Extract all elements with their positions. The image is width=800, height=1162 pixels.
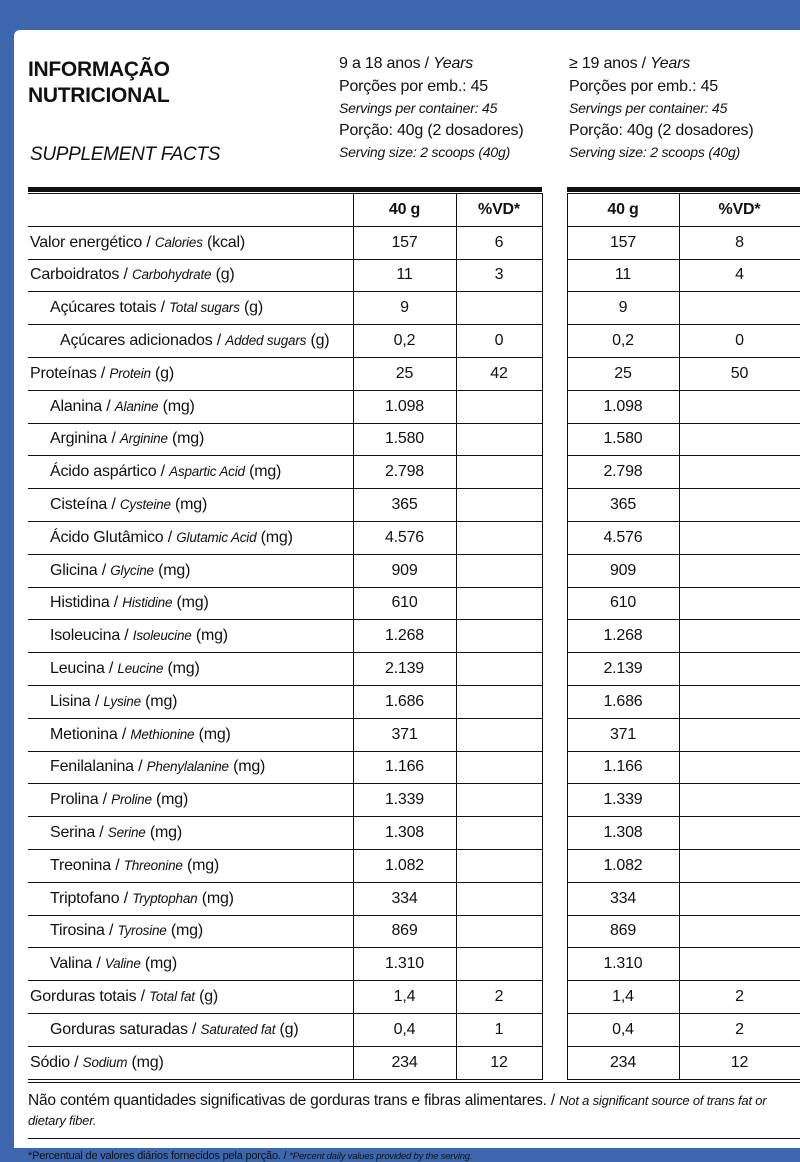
amount-cell-group-2: 1.339 xyxy=(567,784,679,817)
nutrient-label xyxy=(28,456,353,489)
title-line-2: NUTRICIONAL xyxy=(28,84,170,107)
nutrient-name-pt: Açúcares adicionados / xyxy=(60,332,226,350)
nutrient-name-en: Alanine xyxy=(114,398,159,414)
column-gap xyxy=(542,620,567,653)
nutrient-name-en: Serine xyxy=(107,825,146,841)
nutrient-name-pt: Alanina / xyxy=(50,397,115,415)
nutrient-name-en: Added sugars xyxy=(225,333,307,349)
nutrient-unit: (kcal) xyxy=(202,233,245,251)
nutrient-label xyxy=(28,948,353,981)
dv-cell-group-2 xyxy=(679,817,800,850)
column-gap xyxy=(542,292,567,325)
dv-cell-group-2 xyxy=(679,456,800,489)
nutrient-name-pt: Prolina / xyxy=(50,791,112,809)
table-row xyxy=(28,292,800,325)
nutrient-name-pt: Metionina / xyxy=(50,725,131,743)
footer-note: Não contém quantidades significativas de gorduras trans e fibras alimentares. / Not a significant source of trans fat or dietary fiber. xyxy=(28,1092,767,1128)
amount-cell-group-2: 1.686 xyxy=(567,685,679,718)
dv-cell-group-1 xyxy=(456,849,542,882)
amount-cell-group-1: 0,4 xyxy=(353,1013,456,1046)
table-row xyxy=(28,718,800,751)
nutrient-unit: (g) xyxy=(275,1020,299,1038)
nutrient-unit: (mg) xyxy=(163,660,200,678)
column-gap xyxy=(542,653,567,686)
nutrient-label xyxy=(28,521,353,554)
nutrient-unit: (mg) xyxy=(191,627,228,645)
thick-rule-left xyxy=(28,187,542,192)
nutrient-unit: (g) xyxy=(239,299,263,317)
panel-subtitle: SUPPLEMENT FACTS xyxy=(30,144,221,165)
amount-cell-group-2: 365 xyxy=(567,489,679,522)
dv-cell-group-1: 6 xyxy=(456,226,542,259)
nutrient-label xyxy=(28,259,353,292)
nutrient-unit: (mg) xyxy=(140,955,177,973)
table-row xyxy=(28,226,800,259)
amount-cell-group-1: 909 xyxy=(353,554,456,587)
amount-cell-group-1: 1.098 xyxy=(353,390,456,423)
nutrient-label xyxy=(28,292,353,325)
nutrient-unit: (mg) xyxy=(197,889,234,907)
nutrient-label xyxy=(28,1046,353,1079)
column-gap xyxy=(542,685,567,718)
column-gap xyxy=(542,1046,567,1079)
column-gap xyxy=(542,718,567,751)
dv-cell-group-1: 3 xyxy=(456,259,542,292)
nutrient-name-pt: Glicina / xyxy=(50,561,111,579)
amount-cell-group-1: 869 xyxy=(353,915,456,948)
nutrient-name-en: Total fat xyxy=(149,989,195,1005)
nutrient-name-en: Arginine xyxy=(119,431,168,447)
amount-cell-group-2: 11 xyxy=(567,259,679,292)
servings-per-container: Porções por emb.: 45 xyxy=(569,78,718,95)
dv-cell-group-2 xyxy=(679,685,800,718)
nutrient-unit: (g) xyxy=(211,266,235,284)
age-range: 9 a 18 anos / Years xyxy=(339,55,474,72)
nutrient-label xyxy=(28,784,353,817)
table-row xyxy=(28,817,800,850)
amount-cell-group-1: 2.798 xyxy=(353,456,456,489)
dv-cell-group-2: 12 xyxy=(679,1046,800,1079)
nutrient-name-pt: Isoleucina / xyxy=(50,627,133,645)
nutrient-name-pt: Gorduras totais / xyxy=(30,988,150,1006)
amount-cell-group-2: 0,4 xyxy=(567,1013,679,1046)
dv-cell-group-1 xyxy=(456,817,542,850)
footer-divider xyxy=(28,1138,800,1139)
column-gap xyxy=(542,915,567,948)
column-gap xyxy=(542,357,567,390)
dv-cell-group-2: 2 xyxy=(679,1013,800,1046)
nutrient-name-en: Tryptophan xyxy=(132,890,198,906)
nutrient-unit: (mg) xyxy=(151,791,189,809)
dv-cell-group-2: 50 xyxy=(679,357,800,390)
column-gap xyxy=(542,456,567,489)
amount-cell-group-2: 334 xyxy=(567,882,679,915)
nutrient-label xyxy=(28,357,353,390)
nutrient-unit: (mg) xyxy=(194,725,231,743)
table-row xyxy=(28,390,800,423)
nutrient-unit: (mg) xyxy=(167,430,205,448)
dv-cell-group-2: 4 xyxy=(679,259,800,292)
dv-cell-group-1 xyxy=(456,653,542,686)
dv-cell-group-2 xyxy=(679,423,800,456)
nutrient-label xyxy=(28,1013,353,1046)
dv-cell-group-1 xyxy=(456,423,542,456)
age-range: ≥ 19 anos / Years xyxy=(569,55,691,72)
nutrient-name-en: Tyrosine xyxy=(117,923,167,939)
amount-cell-group-1: 371 xyxy=(353,718,456,751)
nutrient-unit: (mg) xyxy=(172,594,209,612)
nutrient-name-pt: Tirosina / xyxy=(50,922,118,940)
amount-cell-group-2: 1.268 xyxy=(567,620,679,653)
footer-divider-top xyxy=(28,1082,800,1083)
dv-cell-group-2 xyxy=(679,948,800,981)
header-dv-2: %VD* xyxy=(679,194,800,227)
nutrient-name-en: Lysine xyxy=(103,693,141,709)
nutrient-name-pt: Fenilalanina / xyxy=(50,758,147,776)
nutrient-unit: (mg) xyxy=(256,528,293,546)
title-line-1: INFORMAÇÃO xyxy=(28,58,170,81)
amount-cell-group-1: 610 xyxy=(353,587,456,620)
nutrient-name-en: Total sugars xyxy=(169,300,240,316)
table-row xyxy=(28,1046,800,1079)
dv-cell-group-1: 42 xyxy=(456,357,542,390)
amount-cell-group-1: 234 xyxy=(353,1046,456,1079)
nutrient-label xyxy=(28,915,353,948)
servings-per-container-en: Servings per container: 45 xyxy=(339,100,498,116)
amount-cell-group-2: 610 xyxy=(567,587,679,620)
table-row xyxy=(28,784,800,817)
nutrient-name-pt: Lisina / xyxy=(50,692,104,710)
amount-cell-group-1: 1.166 xyxy=(353,751,456,784)
nutrient-unit: (mg) xyxy=(228,758,266,776)
nutrient-name-en: Protein xyxy=(109,365,151,381)
table-row xyxy=(28,620,800,653)
serving-size-en: Serving size: 2 scoops (40g) xyxy=(339,144,511,160)
nutrient-name-pt: Triptofano / xyxy=(50,889,133,907)
nutrient-unit: (mg) xyxy=(127,1053,164,1071)
amount-cell-group-2: 157 xyxy=(567,226,679,259)
nutrient-name-en: Calories xyxy=(154,234,203,250)
column-gap xyxy=(542,325,567,358)
amount-cell-group-2: 1.098 xyxy=(567,390,679,423)
table-row xyxy=(28,357,800,390)
nutrient-name-pt: Açúcares totais / xyxy=(50,299,170,317)
dv-cell-group-1 xyxy=(456,521,542,554)
column-gap xyxy=(542,981,567,1014)
dv-cell-group-1 xyxy=(456,915,542,948)
nutrient-label xyxy=(28,817,353,850)
column-gap xyxy=(542,784,567,817)
dv-cell-group-1 xyxy=(456,489,542,522)
column-gap xyxy=(542,587,567,620)
nutrient-label xyxy=(28,882,353,915)
table-row xyxy=(28,259,800,292)
nutrient-label xyxy=(28,653,353,686)
table-row xyxy=(28,685,800,718)
nutrient-name-pt: Carboidratos / xyxy=(30,266,132,284)
amount-cell-group-2: 1,4 xyxy=(567,981,679,1014)
nutrient-unit: (mg) xyxy=(145,824,182,842)
nutrient-unit: (mg) xyxy=(244,463,282,481)
dv-cell-group-2 xyxy=(679,849,800,882)
nutrient-name-pt: Leucina / xyxy=(50,660,118,678)
nutrient-unit: (mg) xyxy=(170,496,208,514)
table-row xyxy=(28,521,800,554)
amount-cell-group-1: 11 xyxy=(353,259,456,292)
amount-cell-group-1: 1.308 xyxy=(353,817,456,850)
amount-cell-group-2: 1.580 xyxy=(567,423,679,456)
thick-rule-right xyxy=(567,187,800,192)
nutrient-name-en: Histidine xyxy=(122,595,173,611)
column-gap xyxy=(542,423,567,456)
nutrient-name-en: Aspartic Acid xyxy=(169,464,245,480)
table-row xyxy=(28,751,800,784)
nutrient-label xyxy=(28,489,353,522)
column-gap xyxy=(542,849,567,882)
dv-cell-group-2 xyxy=(679,587,800,620)
table-row xyxy=(28,1013,800,1046)
dv-cell-group-2 xyxy=(679,653,800,686)
nutrient-name-pt: Cisteína / xyxy=(50,496,120,514)
nutrient-label xyxy=(28,981,353,1014)
dv-cell-group-2 xyxy=(679,620,800,653)
table-row xyxy=(28,915,800,948)
nutrient-name-pt: Arginina / xyxy=(50,430,120,448)
dv-cell-group-1 xyxy=(456,620,542,653)
amount-cell-group-2: 234 xyxy=(567,1046,679,1079)
nutrient-name-pt: Ácido Glutâmico / xyxy=(50,528,177,546)
nutrient-name-en: Saturated fat xyxy=(200,1021,276,1037)
amount-cell-group-2: 909 xyxy=(567,554,679,587)
nutrient-unit: (g) xyxy=(306,332,330,350)
dv-cell-group-2 xyxy=(679,489,800,522)
amount-cell-group-2: 1.308 xyxy=(567,817,679,850)
amount-cell-group-1: 25 xyxy=(353,357,456,390)
nutrient-name-en: Proline xyxy=(111,792,152,808)
nutrient-name-en: Methionine xyxy=(130,726,195,742)
nutrient-name-en: Glycine xyxy=(110,562,154,578)
nutrient-name-en: Valine xyxy=(104,956,141,972)
dv-cell-group-2 xyxy=(679,718,800,751)
column-gap xyxy=(542,194,567,227)
dv-cell-group-2 xyxy=(679,292,800,325)
serving-size: Porção: 40g (2 dosadores) xyxy=(339,122,524,139)
column-gap xyxy=(542,948,567,981)
nutrient-name-en: Leucine xyxy=(117,661,164,677)
nutrient-name-pt: Histidina / xyxy=(50,594,123,612)
amount-cell-group-2: 2.798 xyxy=(567,456,679,489)
nutrient-label xyxy=(28,226,353,259)
amount-cell-group-1: 1,4 xyxy=(353,981,456,1014)
dv-cell-group-1 xyxy=(456,751,542,784)
nutrient-name-pt: Serina / xyxy=(50,824,108,842)
servings-per-container-en: Servings per container: 45 xyxy=(569,100,728,116)
dv-cell-group-2 xyxy=(679,521,800,554)
nutrition-panel xyxy=(14,30,800,1162)
amount-cell-group-1: 1.310 xyxy=(353,948,456,981)
dv-cell-group-1 xyxy=(456,718,542,751)
amount-cell-group-2: 9 xyxy=(567,292,679,325)
servings-per-container: Porções por emb.: 45 xyxy=(339,78,488,95)
dv-cell-group-2 xyxy=(679,915,800,948)
header-amount-2: 40 g xyxy=(567,194,679,227)
footer-dv-note: *Percentual de valores diários fornecidos pela porção. / *Percent daily values provided by the serving. xyxy=(28,1150,473,1162)
header-dv-1: %VD* xyxy=(456,194,542,227)
column-gap xyxy=(542,1013,567,1046)
amount-cell-group-1: 9 xyxy=(353,292,456,325)
amount-cell-group-1: 334 xyxy=(353,882,456,915)
nutrient-label xyxy=(28,718,353,751)
column-gap xyxy=(542,226,567,259)
dv-cell-group-2: 8 xyxy=(679,226,800,259)
nutrient-name-pt: Treonina / xyxy=(50,856,124,874)
dv-cell-group-2: 0 xyxy=(679,325,800,358)
nutrient-unit: (mg) xyxy=(166,922,203,940)
amount-cell-group-2: 1.082 xyxy=(567,849,679,882)
nutrient-name-pt: Ácido aspártico / xyxy=(50,463,170,481)
column-gap xyxy=(542,554,567,587)
nutrient-label xyxy=(28,849,353,882)
column-gap xyxy=(542,882,567,915)
nutrient-label xyxy=(28,620,353,653)
column-gap xyxy=(542,489,567,522)
nutrition-table xyxy=(28,193,800,1080)
nutrient-unit: (mg) xyxy=(158,397,195,415)
column-gap xyxy=(542,259,567,292)
nutrient-label xyxy=(28,554,353,587)
dv-cell-group-1: 12 xyxy=(456,1046,542,1079)
nutrient-label xyxy=(28,685,353,718)
dv-cell-group-1 xyxy=(456,390,542,423)
dv-cell-group-1: 0 xyxy=(456,325,542,358)
nutrient-name-en: Carbohydrate xyxy=(131,267,212,283)
amount-cell-group-1: 1.580 xyxy=(353,423,456,456)
amount-cell-group-2: 869 xyxy=(567,915,679,948)
nutrient-unit: (mg) xyxy=(182,856,220,874)
column-gap xyxy=(542,390,567,423)
amount-cell-group-1: 1.686 xyxy=(353,685,456,718)
column-gap xyxy=(542,521,567,554)
nutrient-name-pt: Valor energético / xyxy=(30,233,155,251)
amount-cell-group-1: 4.576 xyxy=(353,521,456,554)
column-gap xyxy=(542,817,567,850)
dv-cell-group-2 xyxy=(679,784,800,817)
table-row xyxy=(28,587,800,620)
nutrient-name-en: Sodium xyxy=(82,1054,128,1070)
amount-cell-group-2: 25 xyxy=(567,357,679,390)
header-blank xyxy=(28,194,353,227)
panel-title xyxy=(28,57,170,109)
serving-info-group-1 xyxy=(339,52,523,163)
dv-cell-group-1: 2 xyxy=(456,981,542,1014)
amount-cell-group-2: 371 xyxy=(567,718,679,751)
nutrient-name-en: Cysteine xyxy=(119,497,171,513)
table-row xyxy=(28,423,800,456)
dv-cell-group-1 xyxy=(456,784,542,817)
nutrient-label xyxy=(28,325,353,358)
table-row xyxy=(28,849,800,882)
nutrient-name-en: Glutamic Acid xyxy=(176,529,257,545)
dv-cell-group-1 xyxy=(456,685,542,718)
table-row xyxy=(28,325,800,358)
dv-cell-group-1 xyxy=(456,456,542,489)
dv-cell-group-1 xyxy=(456,292,542,325)
amount-cell-group-2: 0,2 xyxy=(567,325,679,358)
column-gap xyxy=(542,751,567,784)
dv-cell-group-2 xyxy=(679,751,800,784)
amount-cell-group-1: 157 xyxy=(353,226,456,259)
amount-cell-group-1: 2.139 xyxy=(353,653,456,686)
dv-cell-group-1 xyxy=(456,587,542,620)
table-row xyxy=(28,948,800,981)
table-header-row xyxy=(28,194,800,227)
dv-cell-group-1 xyxy=(456,948,542,981)
nutrient-label xyxy=(28,751,353,784)
nutrient-label xyxy=(28,587,353,620)
amount-cell-group-2: 2.139 xyxy=(567,653,679,686)
nutrient-name-en: Threonine xyxy=(123,857,183,873)
amount-cell-group-1: 1.268 xyxy=(353,620,456,653)
nutrient-label xyxy=(28,423,353,456)
table-row xyxy=(28,554,800,587)
serving-info-group-2 xyxy=(569,52,753,163)
table-row xyxy=(28,489,800,522)
amount-cell-group-1: 1.339 xyxy=(353,784,456,817)
nutrient-label xyxy=(28,390,353,423)
nutrient-name-pt: Proteínas / xyxy=(30,364,110,382)
nutrient-name-pt: Sódio / xyxy=(30,1053,83,1071)
dv-cell-group-1 xyxy=(456,554,542,587)
header-amount-1: 40 g xyxy=(353,194,456,227)
table-row xyxy=(28,456,800,489)
nutrient-unit: (g) xyxy=(194,988,219,1006)
amount-cell-group-1: 0,2 xyxy=(353,325,456,358)
amount-cell-group-1: 365 xyxy=(353,489,456,522)
nutrient-name-pt: Gorduras saturadas / xyxy=(50,1020,201,1038)
nutrient-name-en: Phenylalanine xyxy=(146,759,229,775)
serving-size: Porção: 40g (2 dosadores) xyxy=(569,122,754,139)
dv-cell-group-2 xyxy=(679,554,800,587)
dv-cell-group-1: 1 xyxy=(456,1013,542,1046)
table-row xyxy=(28,882,800,915)
serving-size-en: Serving size: 2 scoops (40g) xyxy=(569,144,741,160)
table-row xyxy=(28,653,800,686)
dv-cell-group-2 xyxy=(679,882,800,915)
nutrient-name-pt: Valina / xyxy=(50,955,105,973)
table-row xyxy=(28,981,800,1014)
nutrient-unit: (g) xyxy=(150,364,174,382)
amount-cell-group-2: 4.576 xyxy=(567,521,679,554)
dv-cell-group-2: 2 xyxy=(679,981,800,1014)
dv-cell-group-2 xyxy=(679,390,800,423)
amount-cell-group-1: 1.082 xyxy=(353,849,456,882)
amount-cell-group-2: 1.166 xyxy=(567,751,679,784)
nutrient-unit: (mg) xyxy=(140,692,178,710)
nutrient-unit: (mg) xyxy=(153,561,191,579)
amount-cell-group-2: 1.310 xyxy=(567,948,679,981)
nutrient-name-en: Isoleucine xyxy=(132,628,192,644)
dv-cell-group-1 xyxy=(456,882,542,915)
